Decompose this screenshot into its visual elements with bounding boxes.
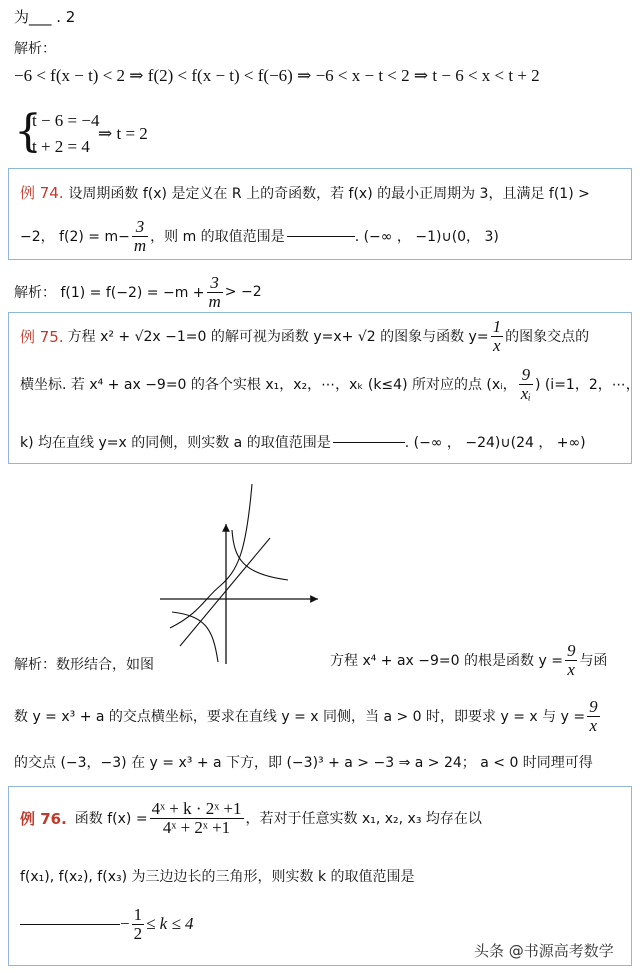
example-76-line3 [20, 906, 194, 943]
example-74-question-post: ，则 m 的取值范围是 [150, 229, 285, 246]
example-75-line3 [20, 432, 586, 452]
fraction-numerator: 9 [519, 366, 533, 385]
fraction-numerator: 9 [589, 697, 598, 716]
cubic-curve [170, 484, 252, 628]
analysis-75-line2 [14, 698, 602, 735]
analysis-label: 解析： [14, 41, 56, 57]
example-76-line1 [20, 800, 482, 837]
system-line-1: t − 6 = −4 [32, 111, 100, 130]
example-76-answer-minus: − [120, 914, 130, 934]
example-75-text-2b: ) (i=1，2，⋯， [534, 377, 640, 394]
example-74-fraction [132, 218, 148, 255]
analysis-74-fraction [207, 274, 223, 311]
fraction-denominator: x [567, 659, 575, 679]
example-74-text-line2 [20, 218, 499, 255]
fraction-numerator: 3 [132, 218, 148, 237]
answer-blank [333, 442, 405, 443]
inequality-chain: −6 < f(x − t) < 2 ⇒ f(2) < f(x − t) < f(−6) ⇒ −6 < x − t < 2 ⇒ t − 6 < x < t + 2 [14, 66, 540, 85]
example-76-answer-range: ≤ k ≤ 4 [146, 914, 194, 934]
analysis-75-right-a: 方程 x⁴ + ax −9=0 的根是函数 y = [330, 653, 563, 670]
fraction-denominator: x [493, 335, 501, 355]
example-75-answer: . (−∞ ， −24)∪(24 ， +∞) [404, 435, 586, 451]
answer-blank [20, 924, 120, 925]
example-75-text-2a: 横坐标. 若 x⁴ + ax −9=0 的各个实根 x₁，x₂，⋯，xₖ (k≤4) 所对应的点 (xᵢ， [20, 377, 517, 394]
analysis-75-right-b: 与函 [579, 653, 608, 670]
system-line-2: t + 2 = 4 [32, 137, 90, 156]
example-76-text-1a: 函数 f(x) = [74, 811, 148, 828]
fraction-denominator: xᵢ [520, 383, 531, 403]
example-76-answer-fraction [132, 906, 145, 943]
example-76-fraction [150, 800, 244, 837]
example-74-analysis [14, 274, 262, 311]
analysis-75-fraction-1 [565, 642, 578, 679]
fraction-numerator: 1 [492, 317, 502, 336]
example-74-text-line1 [20, 182, 590, 203]
example-75-fraction-1 [491, 318, 504, 355]
analysis-75-line3: 的交点 (−3，−3) 在 y = x³ + a 下方，即 (−3)³ + a > −3 ⇒ a > 24； a < 0 时同理可得 [14, 755, 593, 771]
hyperbola-lower-branch [172, 612, 218, 662]
example-76-line2: f(x₁), f(x₂), f(x₃) 为三边边长的三角形，则实数 k 的取值范围是 [20, 869, 415, 885]
example-76-text-1b: ，若对于任意实数 x₁, x₂, x₃ 均存在以 [245, 811, 482, 828]
answer-blank [287, 236, 355, 237]
fraction-numerator: 3 [207, 274, 223, 293]
analysis-74-text: 解析： f(1) = f(−2) = −m + [14, 285, 205, 302]
analysis-74-post: > −2 [224, 284, 262, 301]
system-brace: { [14, 106, 42, 157]
example-75-text-3: k) 均在直线 y=x 的同侧，则实数 a 的取值范围是 [20, 435, 331, 451]
fraction-numerator: 4ˣ + k · 2ˣ +1 [151, 799, 242, 818]
watermark: 头条 @书源高考数学 [474, 942, 614, 960]
analysis-75-label: 解析：数形结合，如图 [14, 657, 154, 673]
fraction-numerator: 9 [566, 641, 576, 660]
example-75-label: 例 75. [20, 327, 64, 346]
example-74-question-line1: 设周期函数 f(x) 是定义在 R 上的奇函数，若 f(x) 的最小正周期为 3，且满足 f(1) > [68, 186, 590, 202]
analysis-75-line2-a: 数 y = x³ + a 的交点横坐标，要求在直线 y = x 同侧，当 a > 0 时，即要求 y = x 与 y = [14, 709, 586, 726]
example-74-question-pre: −2， f(2) = m− [20, 229, 130, 246]
example-75-fraction-2 [519, 366, 533, 403]
analysis-75-right [330, 642, 607, 679]
line-y-equals-x [180, 538, 270, 646]
system-result: ⇒ t = 2 [98, 124, 148, 143]
example-76-label: 例 76. [20, 809, 67, 828]
graph-figure [150, 478, 330, 668]
example-74-answer: . (−∞ ， −1)∪(0， 3) [354, 229, 499, 246]
example-75-line2 [20, 366, 640, 403]
example-75-text-1b: 的图象交点的 [505, 329, 590, 346]
example-75-text-1a: 方程 x² + √2x −1=0 的解可视为函数 y=x+ √2 的图象与函数 y= [67, 329, 489, 346]
prev-answer-fragment: 为___ . 2 [14, 8, 76, 26]
example-74-label: 例 74. [20, 184, 64, 202]
analysis-75-fraction-2 [587, 698, 600, 735]
fraction-denominator: 2 [133, 923, 143, 943]
fraction-numerator: 1 [133, 905, 143, 924]
fraction-denominator: m [133, 235, 147, 255]
example-75-line1 [20, 318, 589, 355]
fraction-denominator: 4ˣ + 2ˣ +1 [162, 817, 231, 837]
fraction-denominator: x [589, 715, 598, 735]
fraction-denominator: m [208, 291, 221, 311]
